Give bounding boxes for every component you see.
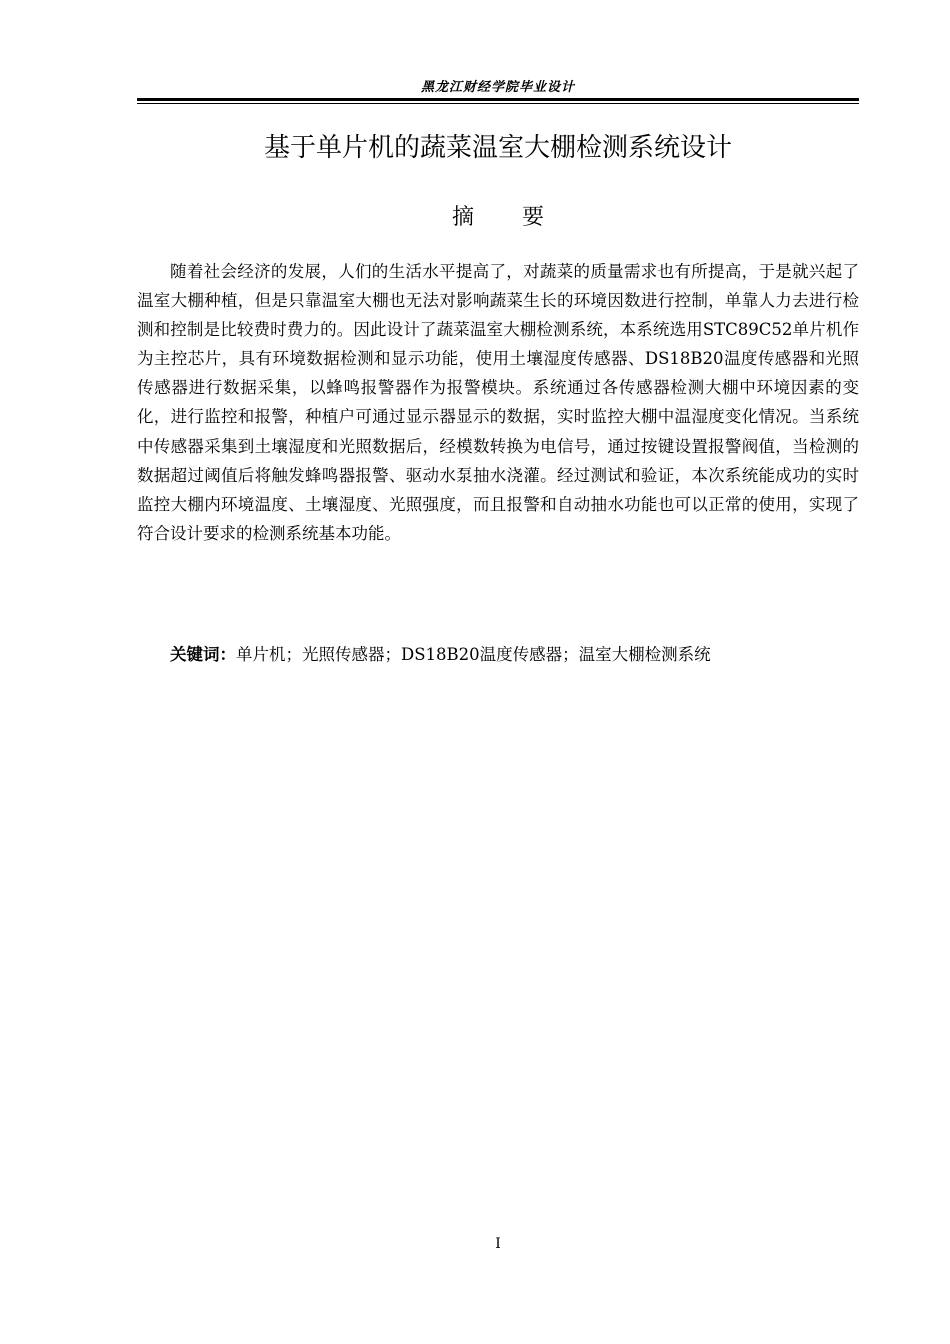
page-number: I [495,1236,501,1252]
header-rule-thin [137,103,859,104]
abstract-heading-left: 摘 [451,205,474,230]
abstract-heading [137,202,859,234]
keywords-label: 关键词： [170,645,236,664]
running-header: 黑龙江财经学院毕业设计 [420,80,575,95]
keywords-line [170,640,860,669]
abstract-heading-right: 要 [522,205,545,230]
header-rule-thick [137,98,859,101]
abstract-body: 随着社会经济的发展，人们的生活水平提高了，对蔬菜的质量需求也有所提高，于是就兴起了温室大棚种植，但是只靠温室大棚也无法对影响蔬菜生长的环境因数进行控制，单靠人力去进行检测和控制是比较费时费力的。因此设计了蔬菜温室大棚检测系统，本系统选用STC89C52单片机作为主控芯片，具有环境数据检测和显示功能，使用土壤湿度传感器、DS18B20温度传感器和光照传感器进行数据采集，以蜂鸣报警器作为报警模块。系统通过各传感器检测大棚中环境因素的变化，进行监控和报警，种植户可通过显示器显示的数据，实时监控大棚中温湿度变化情况。当系统中传感器采集到土壤湿度和光照数据后，经模数转换为电信号，通过按键设置报警阀值，当检测的数据超过阈值后将触发蜂鸣器报警、驱动水泵抽水浇灌。经过测试和验证，本次系统能成功的实时监控大棚内环境温度、土壤湿度、光照强度，而且报警和自动抽水功能也可以正常的使用，实现了符合设计要求的检测系统基本功能。 [137,262,859,543]
keywords-value: 单片机；光照传感器；DS18B20温度传感器；温室大棚检测系统 [236,645,711,664]
document-title: 基于单片机的蔬菜温室大棚检测系统设计 [263,133,732,163]
